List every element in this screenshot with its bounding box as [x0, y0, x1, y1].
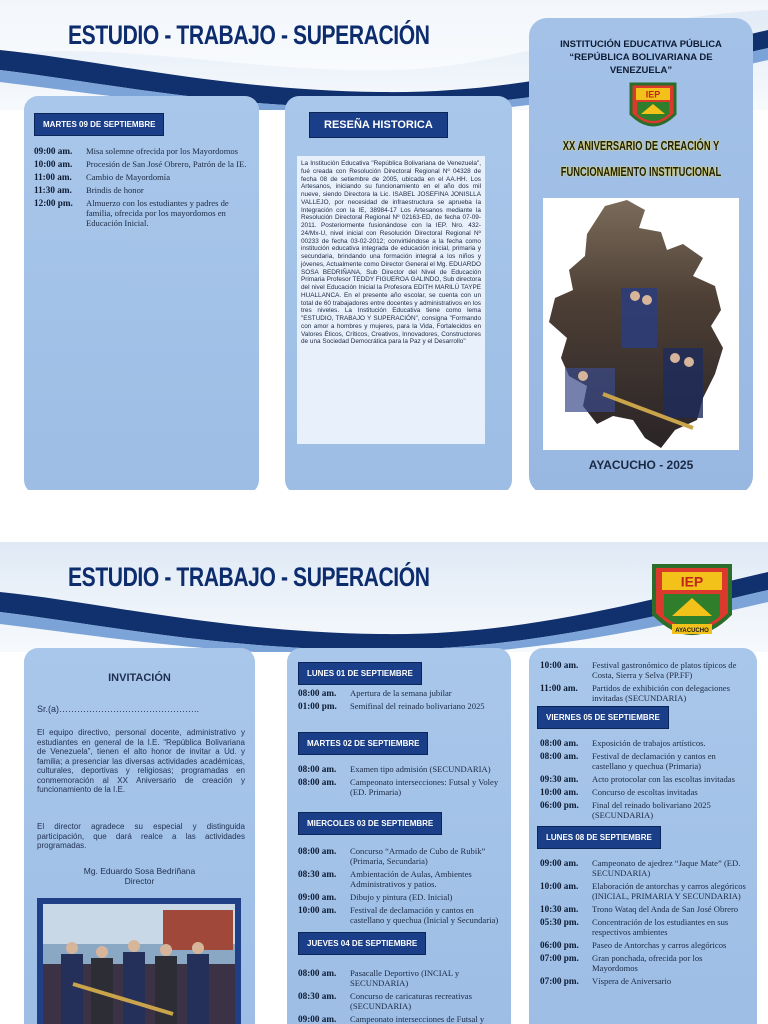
schedule-activity: Trono Wataq del Anda de San José Obrero [592, 904, 739, 914]
schedule-panel-sep09 [24, 96, 259, 490]
schedule-activity: Víspera de Aniversario [592, 976, 672, 986]
schedule-item [34, 198, 252, 228]
schedule-activity: Concurso “Armado de Cubo de Rubik” (Primaria, Secundaria) [350, 846, 486, 866]
schedule-item [540, 800, 750, 820]
schedule-activity: Dibujo y pintura (ED. Inicial) [350, 892, 453, 902]
school-emblem-icon [627, 80, 679, 136]
history-header: RESEÑA HISTORICA [309, 112, 448, 138]
schedule-time: 11:30 am. [34, 185, 72, 195]
schedule-time: 10:00 am. [540, 881, 579, 891]
schedule-time: 12:00 pm. [34, 198, 73, 208]
place-year: AYACUCHO - 2025 [588, 458, 694, 472]
schedule-activity: Apertura de la semana jubilar [350, 688, 452, 698]
schedule-item [540, 858, 750, 878]
schedule-item [540, 953, 750, 973]
schedule-item [540, 881, 750, 901]
schedule-list [540, 858, 750, 989]
schedule-item [298, 701, 503, 711]
schedule-activity: Gran ponchada, ofrecida por los Mayordomos [592, 953, 703, 973]
schedule-list [298, 764, 503, 800]
signer-title: Director [124, 876, 155, 886]
institution-name-1: “REPÚBLICA BOLIVARIANA DE [569, 52, 713, 63]
schedule-item [298, 846, 503, 866]
invitation-paragraph-1: El equipo directivo, personal docente, administrativo y estudiantes en general de la I.E. “República Bolivariana de Venezuela”, tienen el alto honor de invitar a Ud. y familia; a presenciar las diversas actividades académicas, culturales, deportivas y religiosas; programadas en conmemoración al XX Aniversario de creación y funcionamiento de la I.E. [37, 728, 245, 794]
schedule-list [298, 846, 503, 928]
schedule-item [298, 688, 503, 698]
schedule-time: 01:00 pm. [298, 701, 337, 711]
invitation-paragraph-2: El director agradece su especial y distinguida participación, que dará realce a las actividades programadas. [37, 822, 245, 850]
schedule-activity: Paseo de Antorchas y carros alegóricos [592, 940, 727, 950]
schedule-time: 08:30 am. [298, 869, 337, 879]
schedule-time: 09:30 am. [540, 774, 579, 784]
schedule-list [298, 968, 503, 1024]
schedule-time: 08:00 am. [298, 846, 337, 856]
schedule-activity: Festival de declamación y cantos en castellano y quechua (Inicial y Secundaria) [350, 905, 499, 925]
photo-collage [543, 198, 739, 450]
brochure-page-2 [0, 542, 768, 1024]
schedule-activity: Campeonato intersecciones de Futsal y [350, 1014, 485, 1024]
anniversary-line-2: FUNCIONAMIENTO INSTITUCIONAL [560, 164, 722, 179]
schedule-activity: Misa solemne ofrecida por los Mayordomos [86, 146, 239, 156]
schedule-item [298, 777, 503, 797]
schedule-item [540, 660, 750, 680]
emblem-text: IEP [645, 89, 661, 100]
invitation-title: INVITACIÓN [108, 672, 171, 684]
schedule-panel-week1 [287, 648, 511, 1024]
schedule-activity: Festival gastronómico de platos típicos de Costa, Sierra y Selva (PP.FF) [592, 660, 737, 680]
schedule-list [540, 660, 750, 706]
schedule-item [298, 991, 503, 1011]
school-emblem-icon [650, 562, 734, 648]
schedule-time: 08:00 am. [298, 777, 337, 787]
schedule-item [540, 751, 750, 771]
schedule-activity: Concentración de los estudiantes en sus respectivos ambientes [592, 917, 729, 937]
schedule-activity: Pasacalle Deportivo (INCIAL y SECUNDARIA) [350, 968, 460, 988]
schedule-time: 05:30 pm. [540, 917, 579, 927]
schedule-panel-week2 [529, 648, 757, 1024]
schedule-item [298, 764, 503, 774]
schedule-activity: Partidos de exhibición con delegaciones invitadas (SECUNDARIA) [592, 683, 730, 703]
schedule-item [34, 185, 252, 195]
schedule-activity: Campeonato de ajedrez “Jaque Mate” (ED. SECUNDARIA) [592, 858, 741, 878]
schedule-time: 11:00 am. [34, 172, 72, 182]
day-header: LUNES 08 DE SEPTIEMBRE [537, 826, 661, 849]
schedule-time: 09:00 am. [298, 1014, 337, 1024]
schedule-item [540, 904, 750, 914]
schedule-list [34, 146, 252, 231]
students-photo-image [43, 904, 235, 1024]
anniversary-line-1: XX ANIVERSARIO DE CREACIÓN Y [562, 138, 720, 153]
schedule-time: 10:00 am. [540, 660, 579, 670]
day-header: MIERCOLES 03 DE SEPTIEMBRE [298, 812, 442, 835]
schedule-activity: Procesión de San José Obrero, Patrón de la IE. [86, 159, 247, 169]
schedule-activity: Examen tipo admisión (SECUNDARIA) [350, 764, 491, 774]
schedule-time: 08:00 am. [298, 764, 337, 774]
schedule-activity: Exposición de trabajos artísticos. [592, 738, 706, 748]
schedule-activity: Almuerzo con los estudiantes y padres de familia, ofrecida por los mayordomos en Educación Inicial. [86, 198, 229, 228]
day-header: JUEVES 04 DE SEPTIEMBRE [298, 932, 426, 955]
schedule-time: 08:30 am. [298, 991, 337, 1001]
institution-label: INSTITUCIÓN EDUCATIVA PÚBLICA [560, 39, 722, 50]
schedule-item [540, 787, 750, 797]
schedule-time: 08:00 am. [540, 738, 579, 748]
schedule-activity: Concurso de caricaturas recreativas (SECUNDARIA) [350, 991, 472, 1011]
brochure-page-1 [0, 0, 768, 490]
schedule-activity: Campeonato intersecciones: Futsal y Voley (ED. Primaria) [350, 777, 499, 797]
schedule-time: 10:30 am. [540, 904, 579, 914]
schedule-item [540, 774, 750, 784]
schedule-time: 09:00 am. [298, 892, 337, 902]
schedule-list [540, 738, 750, 823]
schedule-item [298, 1014, 503, 1024]
salutation-line: Sr.(a)……………………………………….. [37, 704, 200, 714]
schedule-item [298, 869, 503, 889]
schedule-time: 06:00 pm. [540, 940, 579, 950]
schedule-activity: Festival de declamación y cantos en castellano y quechua (Primaria) [592, 751, 716, 771]
schedule-time: 11:00 am. [540, 683, 578, 693]
schedule-item [298, 905, 503, 925]
schedule-activity: Final del reinado bolivariano 2025 (SECUNDARIA) [592, 800, 711, 820]
day-header: VIERNES 05 DE SEPTIEMBRE [537, 706, 669, 729]
schedule-time: 08:00 am. [298, 688, 337, 698]
schedule-time: 10:00 am. [540, 787, 579, 797]
schedule-item [298, 892, 503, 902]
schedule-activity: Semifinal del reinado bolivariano 2025 [350, 701, 485, 711]
cover-panel [529, 18, 753, 490]
schedule-time: 06:00 pm. [540, 800, 579, 810]
schedule-activity: Concurso de escoltas invitadas [592, 787, 698, 797]
schedule-list [298, 688, 503, 714]
schedule-activity: Acto protocolar con las escoltas invitadas [592, 774, 735, 784]
schedule-time: 07:00 pm. [540, 976, 579, 986]
signer-name: Mg. Eduardo Sosa Bedriñana [83, 866, 196, 876]
invitation-panel [24, 648, 255, 1024]
schedule-time: 07:00 pm. [540, 953, 579, 963]
schedule-item [34, 159, 252, 169]
day-header: MARTES 02 DE SEPTIEMBRE [298, 732, 428, 755]
schedule-activity: Brindis de honor [86, 185, 144, 195]
day-header: LUNES 01 DE SEPTIEMBRE [298, 662, 422, 685]
schedule-item [298, 968, 503, 988]
schedule-item [540, 976, 750, 986]
schedule-activity: Elaboración de antorchas y carros alegóricos (INICIAL, PRIMARIA Y SECUNDARIA) [592, 881, 746, 901]
motto-banner: ESTUDIO - TRABAJO - SUPERACIÓN [68, 562, 430, 592]
schedule-item [34, 172, 252, 182]
schedule-item [540, 917, 750, 937]
schedule-time: 10:00 am. [298, 905, 337, 915]
day-header: MARTES 09 DE SEPTIEMBRE [34, 113, 164, 136]
svg-text:AYACUCHO: AYACUCHO [675, 628, 709, 634]
history-text: La Institución Educativa "República Bolivariana de Venezuela", fué creada con Resolución Directoral Regional Nº 04328 de fecha 08 de setiembre de 2005, ubicada en el AA.HH. Los Artesanos, iniciando su funcionamiento en el año dos mil nueve, siendo Directora la Lic. ISABEL JOSEFINA JONISLLA VALLEJO, por necesidad de infraestructura se aprueba la Integración con la IE, 38984-17 Los Artesanos mediante la Resolución Directoral Regional Nº 02163-ED, de fecha 07-09-2011. Posteriormente fusionándose con la IEP. Nro. 432-24/Mx-U, nivel inicial con Resolución Directoral Regional Nº 00233 de fecha 03-02-2012; convirtiéndose a la fecha como institución educativa integrada de educación inicial, primaria y secundaria, brindando una formación integral a los niños y jóvenes, Actualmente como Director General el Mg. EDUARDO SOSA BEDRIÑANA, Sub Director del Nivel de Educación Primaria Profesor TEDDY FIGUEROA GALINDO, Sub directora del nivel Educación Inicial la Profesora EDITH MARILÚ TAYPE HUALLANCA. En el presente año escolar, se cuenta con un total de 60 trabajadores entre docentes y administrativos en los tres niveles. La Institución Educativa tiene como lema "ESTUDIO, TRABAJO Y SUPERACIÓN", consigna "Formando con amor a hombres y mujeres, para la Vida, Fortalecidos en Valores Éticos, Críticos, Creativos, Innovadores, Constructores de una Sociedad Democrática para la Paz y el Desarrollo" [297, 156, 485, 444]
motto-banner: ESTUDIO - TRABAJO - SUPERACIÓN [68, 20, 430, 50]
schedule-activity: Cambio de Mayordomía [86, 172, 171, 182]
svg-text:IEP: IEP [680, 573, 704, 590]
students-photo [37, 898, 241, 1024]
schedule-activity: Ambientación de Aulas, Ambientes Administrativos y patios. [350, 869, 472, 889]
schedule-time: 08:00 am. [298, 968, 337, 978]
ayacucho-map-collage [543, 198, 739, 450]
schedule-time: 09:00 am. [34, 146, 73, 156]
schedule-item [540, 738, 750, 748]
schedule-item [540, 683, 750, 703]
schedule-item [540, 940, 750, 950]
schedule-item [34, 146, 252, 156]
schedule-time: 09:00 am. [540, 858, 579, 868]
schedule-time: 10:00 am. [34, 159, 73, 169]
schedule-time: 08:00 am. [540, 751, 579, 761]
institution-name-2: VENEZUELA” [609, 65, 673, 76]
